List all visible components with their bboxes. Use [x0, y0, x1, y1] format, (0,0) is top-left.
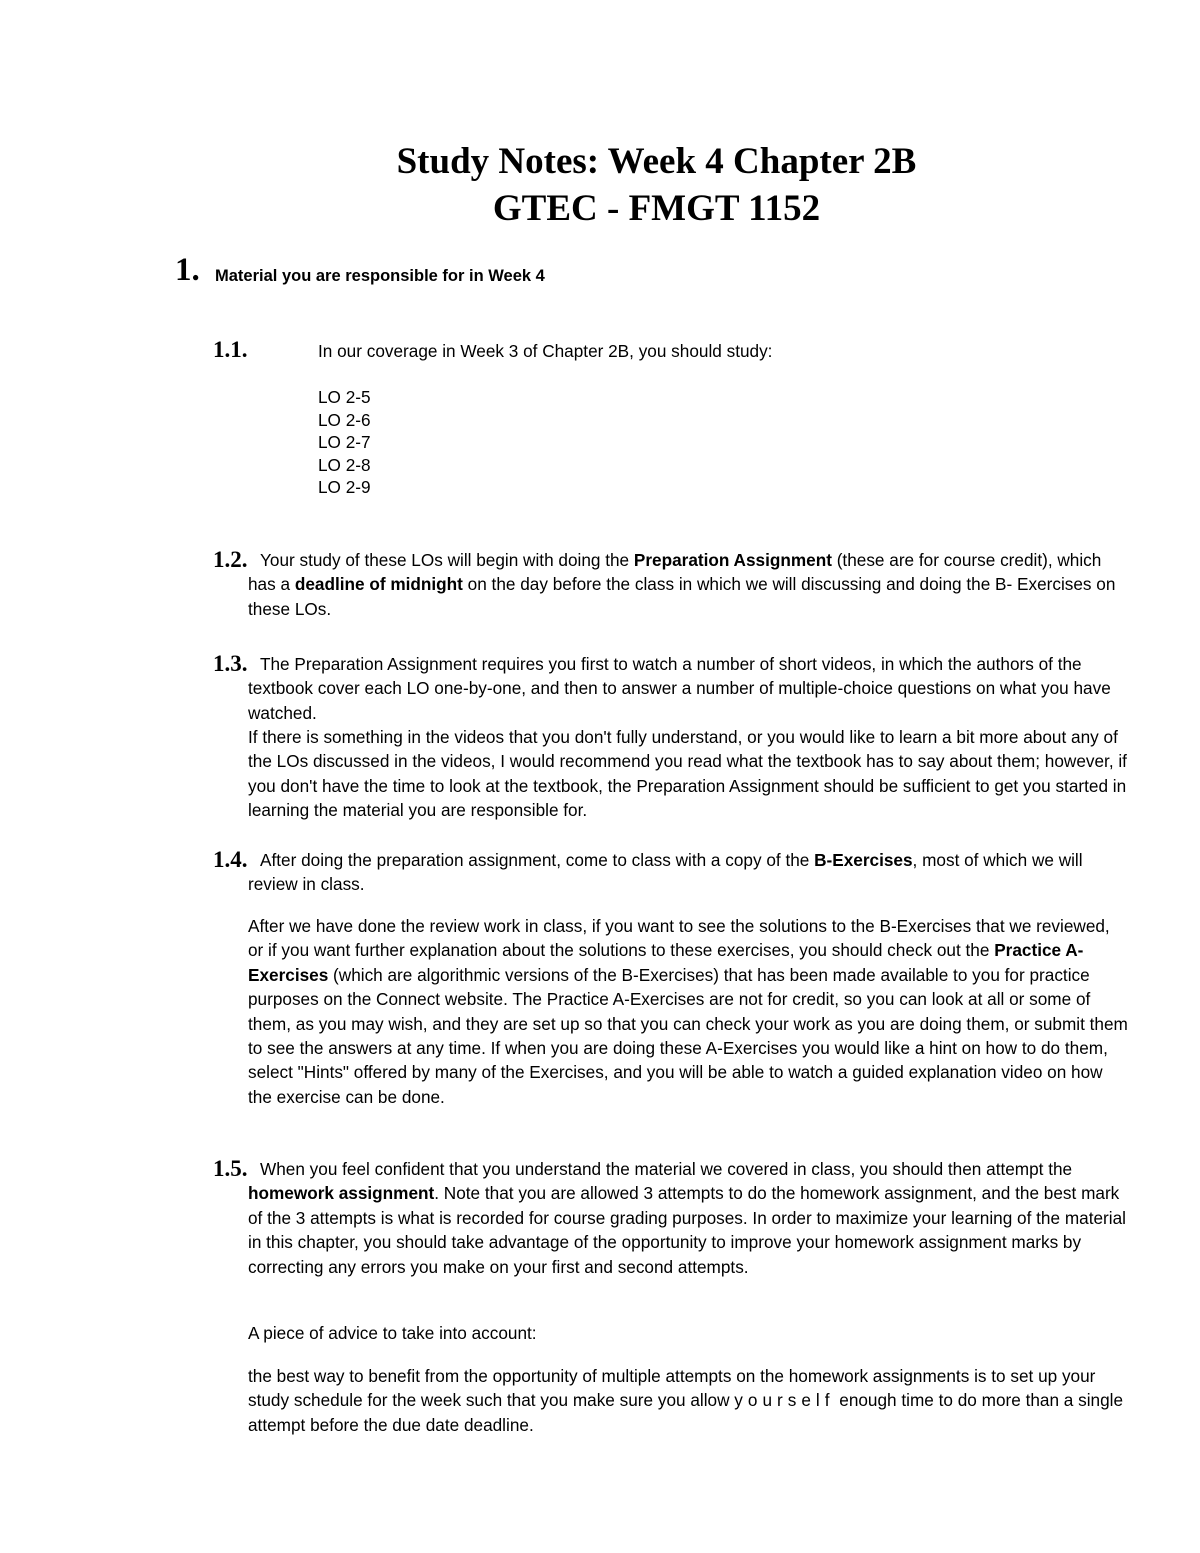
section-1-4-paragraph [248, 848, 1128, 897]
document-title: Study Notes: Week 4 Chapter 2B [396, 141, 917, 182]
text-run: the best way to benefit from the opportunity of multiple attempts on the homework assignments is to set up your study schedule for the week such that you make sure you allow [248, 1366, 1096, 1411]
text-run: . Note that you are allowed 3 attempts to do the homework assignment, and the best mark of the 3 attempts is what is recorded for course grading purposes. In order to maximize your learning of the material in this chapter, you should take advantage of the opportunity to improve your homework assignment marks by correcting any errors you make on your first and second attempts. [248, 1183, 1126, 1277]
lo-item: LO 2-8 [318, 454, 371, 475]
advice-heading: A piece of advice to take into account: [248, 1323, 537, 1343]
advice-paragraph [248, 1364, 1128, 1437]
emphasis-b-exercises: B-Exercises [814, 850, 913, 870]
lo-list [318, 386, 371, 499]
text-run: After we have done the review work in class, if you want to see the solutions to the B-Exercises that we reviewed, or if you want further explanation about the solutions to these exercises, you should check out the [248, 916, 1110, 961]
text-run: enough time to do more than a single attempt before the due date deadline. [248, 1390, 1124, 1435]
section-1-1-text: In our coverage in Week 3 of Chapter 2B, you should study: [318, 341, 773, 361]
emphasis-homework-assignment: homework assignment [248, 1183, 435, 1204]
section-1-2-number: 1.2. [213, 547, 248, 572]
section-1-5-paragraph [248, 1157, 1128, 1279]
lo-item: LO 2-6 [318, 409, 371, 430]
lo-item: LO 2-9 [318, 477, 371, 497]
section-1-2-paragraph [248, 548, 1128, 621]
section-1-4-paragraph-2 [248, 914, 1128, 1109]
emphasis-preparation-assignment: Preparation Assignment [633, 550, 832, 570]
text-run: Your study of these LOs will begin with doing the [260, 550, 634, 570]
text-run: The Preparation Assignment requires you first to watch a number of short videos, in which the authors of the textbook cover each LO one-by-one, and then to answer a number of multiple-choice questions on what you have watched. [248, 654, 1111, 723]
section-1-3-paragraph [248, 652, 1128, 725]
spaced-word: yourself [734, 1390, 835, 1411]
section-1-heading: Material you are responsible for in Week 4 [215, 267, 545, 285]
text-run: When you feel confident that you understand the material we covered in class, you should then attempt the [260, 1159, 1073, 1179]
text-run: (these are for course credit), which has a [248, 550, 1102, 595]
text-run: on the day before the class in which we will discussing and doing the B- Exercises on these LOs. [248, 574, 1116, 619]
course-code: GTEC - FMGT 1152 [492, 188, 821, 229]
section-1-4-number: 1.4. [213, 847, 248, 872]
lo-item: LO 2-7 [318, 432, 371, 452]
lo-item: LO 2-5 [318, 387, 371, 407]
text-run: After doing the preparation assignment, come to class with a copy of the [260, 850, 815, 870]
section-1-number: 1. [175, 252, 200, 288]
text-run: (which are algorithmic versions of the B-Exercises) that has been made available to you for practice purposes on the Connect website. The Practice A-Exercises are not for credit, so you can look at all or some of them, as you may wish, and they are set up so that you can check your work as you are doing them, or submit them to see the answers at any time. If when you are doing these A-Exercises you would like a hint on how to do them, select "Hints" offered by many of the Exercises, and you will be able to watch a guided explanation video on how the exercise can be done. [248, 964, 1128, 1107]
section-1-1-number: 1.1. [213, 337, 248, 362]
emphasis-deadline: deadline of midnight [294, 574, 463, 595]
section-1-3-number: 1.3. [213, 651, 248, 676]
text-run: , most of which we will review in class. [248, 850, 1083, 895]
section-1-3-paragraph-2: If there is something in the videos that you don't fully understand, or you would like to learn a bit more about any of the LOs discussed in the videos, I would recommend you read what the textbook has to say about them; however, if you don't have the time to look at the textbook, the Preparation Assignment should be sufficient to get you started in learning the material you are responsible for. [248, 727, 1127, 821]
emphasis-practice-a-exercises: Practice A-Exercises [248, 940, 1084, 985]
section-1-5-number: 1.5. [213, 1156, 248, 1181]
